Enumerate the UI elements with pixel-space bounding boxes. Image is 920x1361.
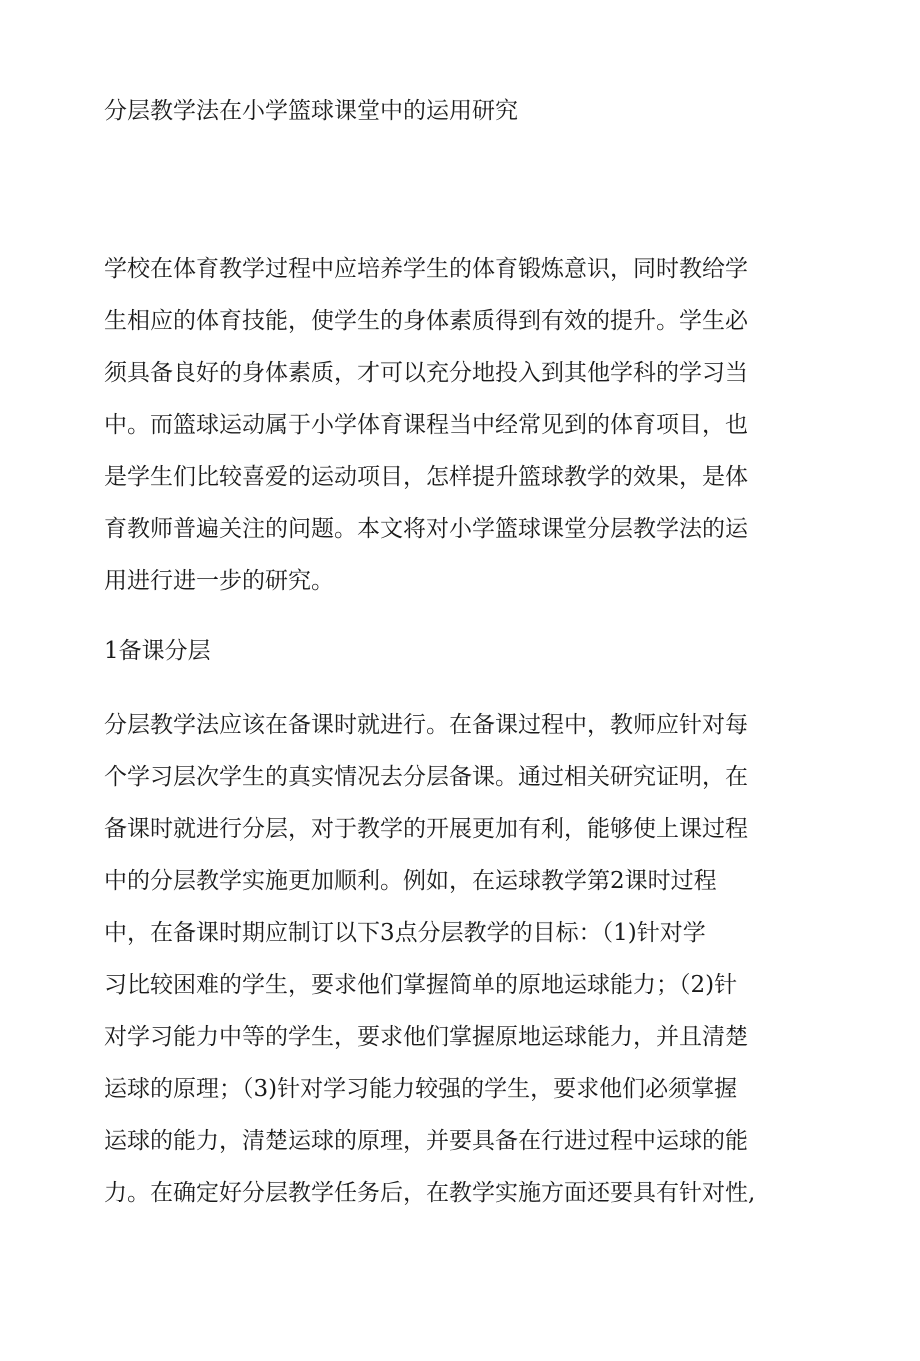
section-line: 中的分层教学实施更加顺利。例如，在运球教学第2课时过程 [104,868,717,894]
intro-line: 是学生们比较喜爱的运动项目，怎样提升篮球教学的效果，是体 [104,464,748,490]
intro-line: 学校在体育教学过程中应培养学生的体育锻炼意识，同时教给学 [104,256,748,282]
intro-line: 用进行进一步的研究。 [104,568,334,594]
section-line: 分层教学法应该在备课时就进行。在备课过程中，教师应针对每 [104,712,748,738]
intro-line: 中。而篮球运动属于小学体育课程当中经常见到的体育项目，也 [104,412,748,438]
intro-line: 须具备良好的身体素质，才可以充分地投入到其他学科的学习当 [104,360,748,386]
section-line: 对学习能力中等的学生，要求他们掌握原地运球能力，并且清楚 [104,1024,748,1050]
section-line: 备课时就进行分层，对于教学的开展更加有利，能够使上课过程 [104,816,748,842]
intro-line: 育教师普遍关注的问题。本文将对小学篮球课堂分层教学法的运 [104,516,748,542]
section-line: 个学习层次学生的真实情况去分层备课。通过相关研究证明，在 [104,764,748,790]
section-line: 习比较困难的学生，要求他们掌握简单的原地运球能力；（2)针 [104,972,738,998]
section-line: 运球的原理；（3)针对学习能力较强的学生，要求他们必须掌握 [104,1076,738,1102]
section-heading: 1备课分层 [104,638,211,664]
intro-line: 生相应的体育技能，使学生的身体素质得到有效的提升。学生必 [104,308,748,334]
section-line: 运球的能力，清楚运球的原理，并要具备在行进过程中运球的能 [104,1128,748,1154]
section-line: 力。在确定好分层教学任务后，在教学实施方面还要具有针对性, [104,1180,756,1206]
document-title: 分层教学法在小学篮球课堂中的运用研究 [104,98,518,124]
section-line: 中，在备课时期应制订以下3点分层教学的目标：（1)针对学 [104,920,706,946]
